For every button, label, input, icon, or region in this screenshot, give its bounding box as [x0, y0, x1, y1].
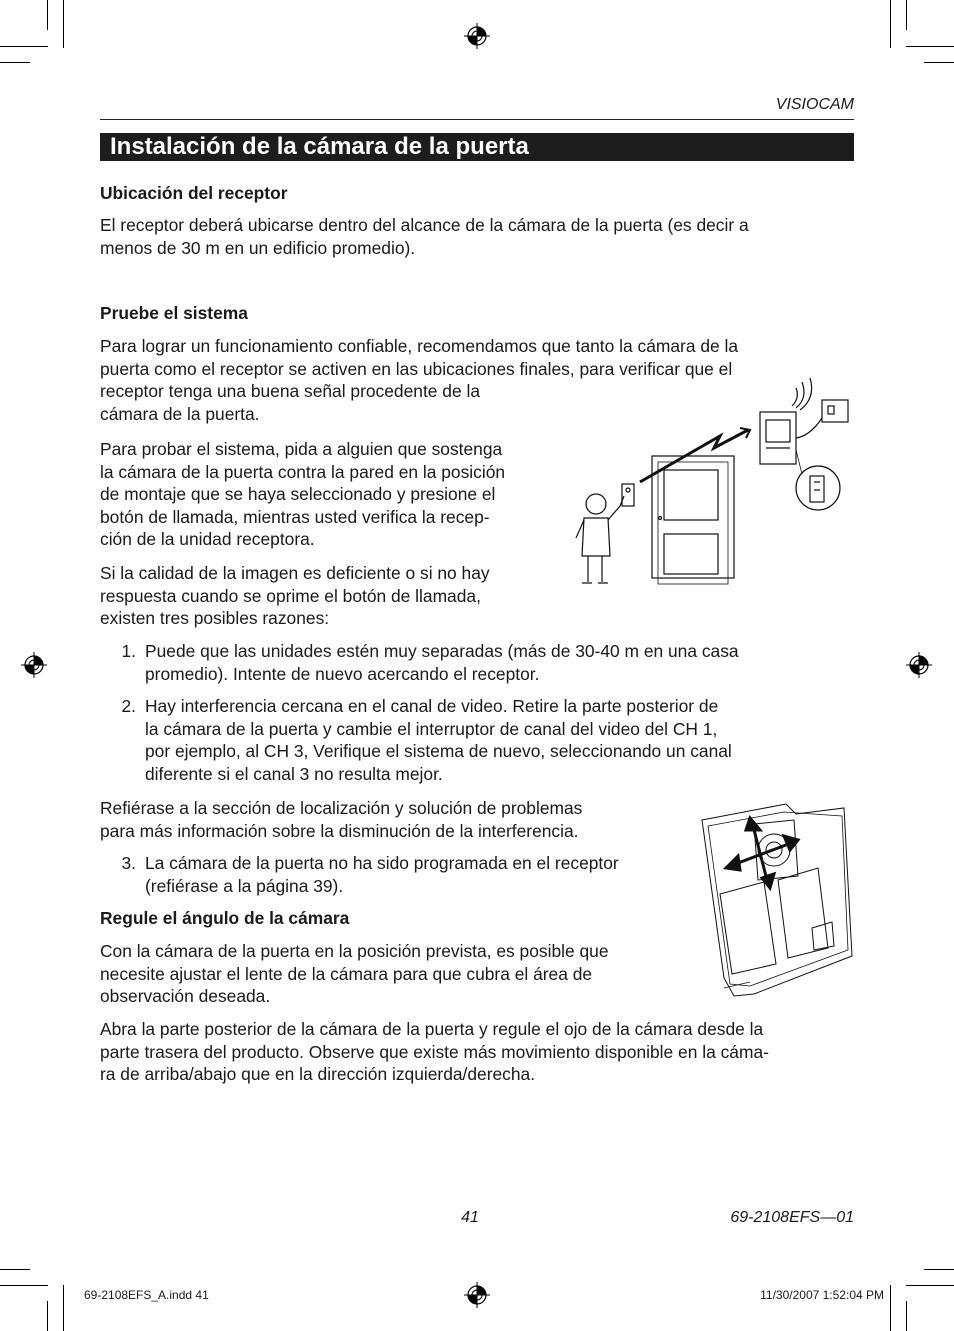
camera-back-illustration — [694, 798, 854, 1002]
list-item-2: Hay interferencia cercana en el canal de video. Retire la parte posterior de la cámara de la puerta y cambie el interruptor de canal del video del CH 1, por ejemplo, al CH 3, Verifique el sistema de nuevo, seleccionando un canal diferente si el canal 3 no resulta mejor. — [145, 696, 732, 784]
registration-mark-top — [464, 23, 490, 49]
page-title: Instalación de la cámara de la puerta — [100, 133, 854, 161]
registration-mark-right — [906, 652, 932, 678]
list-number-2: 2. — [121, 696, 136, 716]
list-item-3: La cámara de la puerta no ha sido programada en el receptor (refiérase a la página 39). — [145, 853, 619, 896]
header-rule — [100, 119, 854, 120]
heading-angulo: Regule el ángulo de la cámara — [100, 908, 350, 928]
list-item-1: Puede que las unidades estén muy separadas (más de 30-40 m en una casa promedio). Intente de nuevo acercando el receptor. — [145, 641, 739, 684]
list-number-1: 1. — [121, 641, 136, 661]
registration-mark-left — [21, 652, 47, 678]
slug-filename: 69-2108EFS_A.indd 41 — [84, 1288, 209, 1302]
paragraph-angulo-1: Con la cámara de la puerta en la posición prevista, es posible que necesite ajustar el lente de la cámara para que cubra el área de observación deseada. — [100, 941, 609, 1006]
registration-mark-bottom — [464, 1282, 490, 1308]
paragraph-receptor: El receptor deberá ubicarse dentro del alcance de la cámara de la puerta (es decir a menos de 30 m en un edificio promedio). — [100, 215, 749, 258]
list-number-3: 3. — [121, 853, 136, 873]
paragraph-prueba-2: Para probar el sistema, pida a alguien que sostenga la cámara de la puerta contra la pared en la posición de montaje que se haya seleccionado y presione el botón de llamada, mientras usted verifica la recep- ción de la unidad receptora. — [100, 439, 506, 549]
paragraph-prueba-3: Si la calidad de la imagen es deficiente o si no hay respuesta cuando se oprime el botón de llamada, existen tres posibles razones: — [100, 563, 490, 628]
heading-prueba: Pruebe el sistema — [100, 303, 248, 323]
paragraph-prueba-1: Para lograr un funcionamiento confiable, recomendamos que tanto la cámara de la puerta como el receptor se activen en las ubicaciones finales, para verificar que el receptor tenga una buena señal procedente de la cámara de la puerta. — [100, 336, 739, 424]
document-code: 69-2108EFS—01 — [730, 1209, 854, 1226]
paragraph-angulo-2: Abra la parte posterior de la cámara de la puerta y regule el ojo de la cámara desde la parte trasera del producto. Observe que existe más movimiento disponible en la cáma- ra de arriba/abajo que en la dirección izquierda/derecha. — [100, 1019, 769, 1084]
page-number: 41 — [461, 1209, 479, 1226]
system-test-illustration — [570, 378, 850, 588]
brand-name: VISIOCAM — [775, 96, 854, 113]
paragraph-prueba-4: Refiérase a la sección de localización y solución de problemas para más información sobre la disminución de la interferencia. — [100, 798, 583, 841]
slug-timestamp: 11/30/2007 1:52:04 PM — [760, 1288, 884, 1302]
heading-receptor: Ubicación del receptor — [100, 183, 288, 203]
